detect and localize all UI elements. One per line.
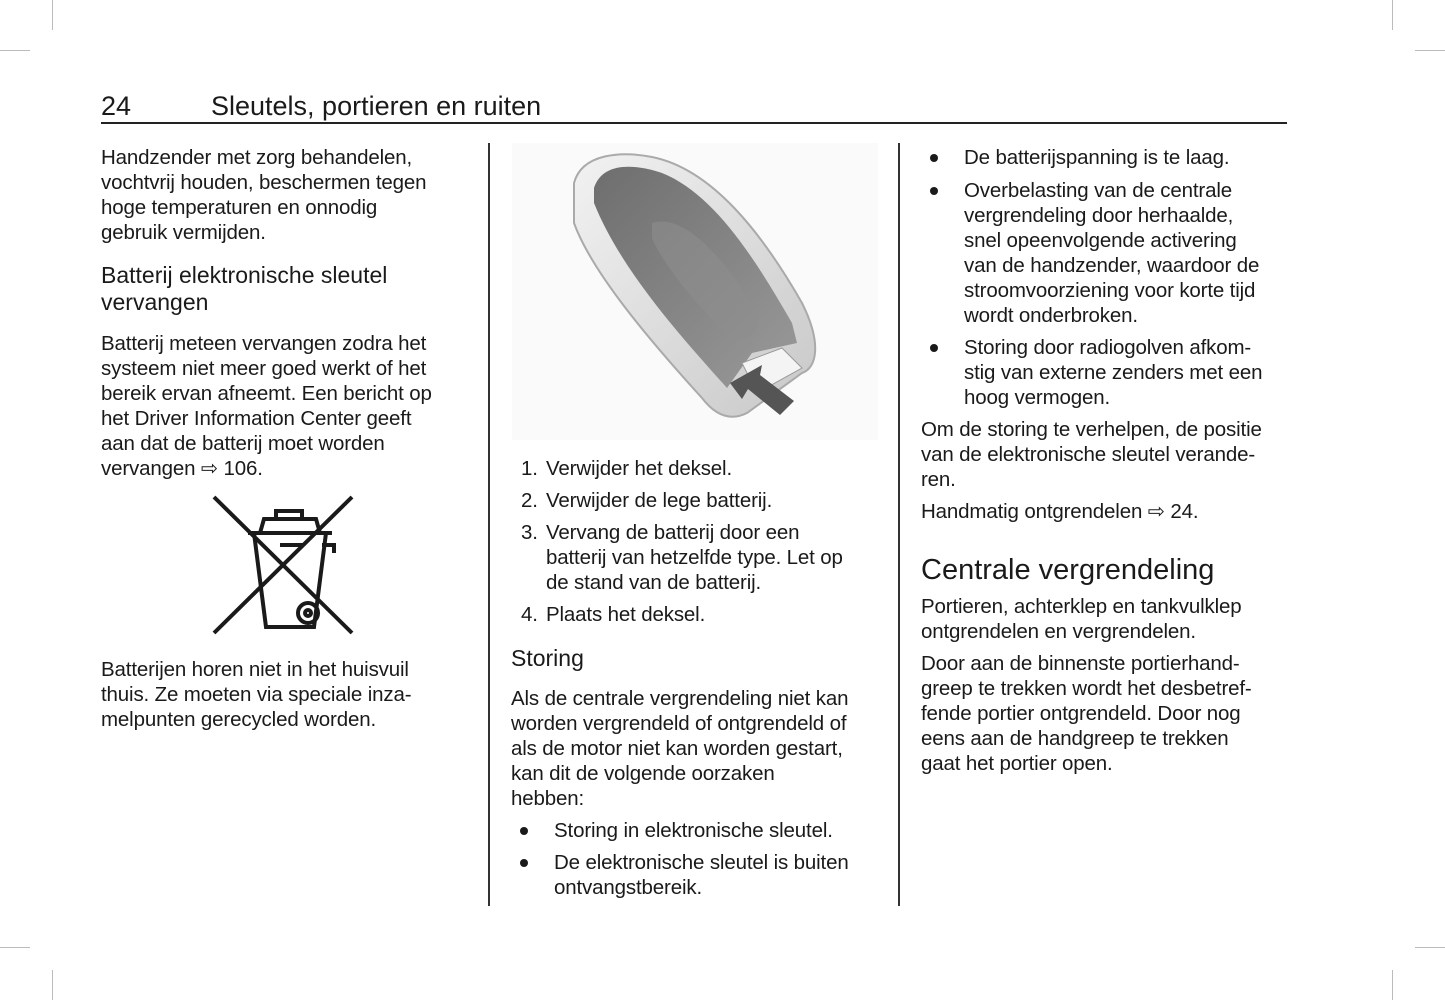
column-divider xyxy=(898,143,900,906)
page-number: 24 xyxy=(101,91,132,121)
chapter-title: Sleutels, portieren en ruiten xyxy=(211,91,542,121)
header-rule xyxy=(101,122,1287,124)
bullet-icon xyxy=(520,859,528,867)
step-number: 3. xyxy=(521,521,538,544)
column-divider xyxy=(488,143,490,906)
bullet-text: Storing in elektronische sleutel. xyxy=(554,819,833,842)
step-number: 2. xyxy=(521,489,538,512)
step-number: 4. xyxy=(521,603,538,626)
paragraph: Als de centrale vergrendeling niet kan worden vergrendeld of ontgrendeld of als de motor niet kan worden gestart, kan dit de volgende oorzaken hebben: xyxy=(511,687,849,810)
bullet-text: De batterijspanning is te laag. xyxy=(964,146,1230,169)
bullet-icon xyxy=(930,344,938,352)
bullet-icon xyxy=(930,187,938,195)
bullet-icon xyxy=(520,827,528,835)
bullet-text: Storing door radiogolven afkom- stig van externe zenders met een hoog vermogen. xyxy=(964,336,1263,409)
step-number: 1. xyxy=(521,457,538,480)
step-text: Plaats het deksel. xyxy=(546,603,706,626)
cross-reference: Handmatig ontgrendelen ⇨ 24. xyxy=(921,500,1199,523)
crop-mark xyxy=(0,50,30,51)
crop-mark xyxy=(1415,947,1445,948)
key-fob-battery-illustration xyxy=(512,143,878,440)
paragraph: Batterij meteen vervangen zodra het systeem niet meer goed werkt of het bereik ervan afneemt. Een bericht op het Driver Information Center geeft aan dat de batterij moet worden vervangen ⇨ 106. xyxy=(101,332,432,480)
bullet-text: De elektronische sleutel is buiten ontvangstbereik. xyxy=(554,851,849,899)
paragraph: Door aan de binnenste portierhand- greep te trekken wordt het desbetref- fende portier ontgrendeld. Door nog eens aan de handgreep te trekken gaat het portier open. xyxy=(921,652,1252,775)
step-text: Vervang de batterij door een batterij van hetzelfde type. Let op de stand van de batterij. xyxy=(546,521,843,594)
paragraph: Handzender met zorg behandelen, vochtvrij houden, beschermen tegen hoge temperaturen en onnodig gebruik vermijden. xyxy=(101,146,427,244)
paragraph: Om de storing te verhelpen, de positie van de elektronische sleutel verande- ren. xyxy=(921,418,1262,491)
step-text: Verwijder de lege batterij. xyxy=(546,489,773,512)
crop-mark xyxy=(1392,0,1393,30)
crop-mark xyxy=(52,0,53,30)
paragraph: Batterijen horen niet in het huisvuil thuis. Ze moeten via speciale inza- melpunten gerecycled worden. xyxy=(101,658,412,731)
crop-mark xyxy=(0,947,30,948)
bullet-text: Overbelasting van de centrale vergrendeling door herhaalde, snel opeenvolgende activering van de handzender, waardoor de stroomvoorziening voor korte tijd wordt onderbroken. xyxy=(964,179,1260,327)
paragraph: Portieren, achterklep en tankvulklep ontgrendelen en vergrendelen. xyxy=(921,595,1242,643)
crop-mark xyxy=(1415,50,1445,51)
crop-mark xyxy=(1392,970,1393,1000)
crop-mark xyxy=(52,970,53,1000)
bullet-icon xyxy=(930,154,938,162)
section-heading: Storing xyxy=(511,645,584,671)
step-text: Verwijder het deksel. xyxy=(546,457,733,480)
crossed-bin-icon xyxy=(210,493,356,637)
section-heading: Centrale vergrendeling xyxy=(921,554,1215,586)
section-heading: Batterij elektronische sleutel vervangen xyxy=(101,262,388,315)
